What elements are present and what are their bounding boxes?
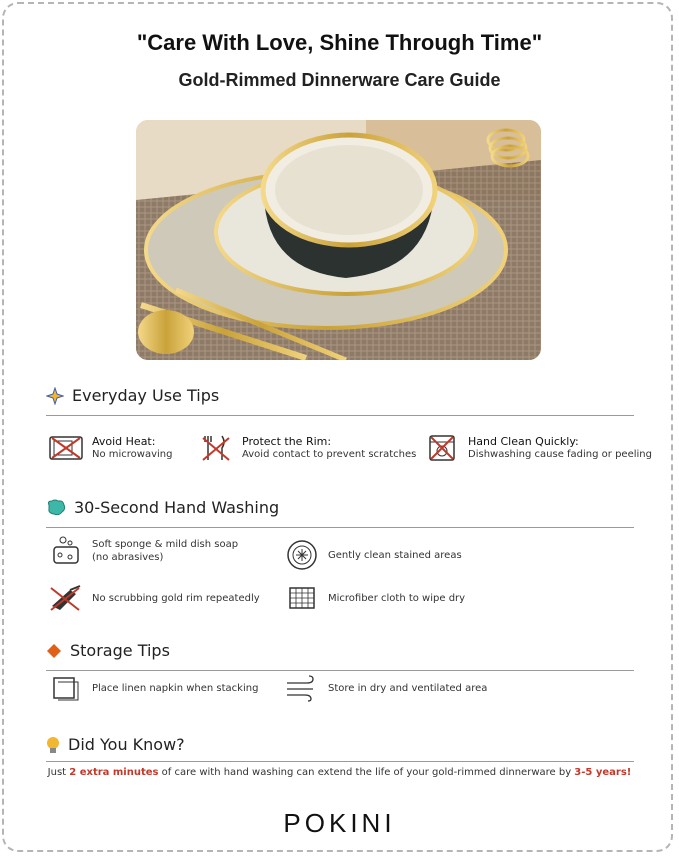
cutlery-crossed-icon bbox=[198, 434, 234, 462]
did-you-know-heading-label: Did You Know? bbox=[68, 735, 185, 754]
divider bbox=[46, 761, 634, 762]
tip-hand-clean bbox=[424, 434, 652, 462]
wash-step-dry bbox=[284, 584, 465, 612]
storage-line: Place linen napkin when stacking bbox=[92, 682, 259, 694]
tip-title: Protect the Rim: bbox=[242, 435, 332, 448]
page-subtitle: Gold-Rimmed Dinnerware Care Guide bbox=[178, 70, 501, 90]
sparkle-icon bbox=[46, 387, 64, 405]
everyday-heading-label: Everyday Use Tips bbox=[72, 386, 220, 405]
fact-highlight-years: 3-5 years! bbox=[574, 767, 632, 778]
did-you-know-heading bbox=[46, 735, 185, 754]
storage-line: Store in dry and ventilated area bbox=[328, 682, 488, 694]
cloth-grid-icon bbox=[284, 584, 320, 612]
tip-avoid-heat bbox=[48, 434, 173, 462]
fact-text: Just bbox=[47, 767, 70, 778]
wash-step-line: Soft sponge & mild dish soap bbox=[92, 539, 239, 550]
storage-napkin bbox=[48, 674, 258, 702]
circle-sparkle-icon bbox=[284, 539, 320, 571]
wash-step-line: (no abrasives) bbox=[92, 552, 164, 563]
dishwasher-crossed-icon bbox=[424, 434, 460, 462]
tip-title: Avoid Heat: bbox=[92, 435, 156, 448]
tip-desc: Dishwashing cause fading or peeling bbox=[468, 449, 652, 460]
brush-crossed-icon bbox=[48, 584, 84, 612]
microwave-crossed-icon bbox=[48, 434, 84, 462]
divider bbox=[46, 670, 634, 671]
page-title: "Care With Love, Shine Through Time" bbox=[136, 30, 543, 55]
brand-logo: POKINI bbox=[283, 808, 396, 838]
diamond-icon bbox=[46, 643, 62, 659]
soap-bubbles-icon bbox=[48, 535, 84, 567]
divider bbox=[46, 415, 634, 416]
wash-step-sponge bbox=[48, 535, 238, 567]
did-you-know-text bbox=[0, 767, 679, 778]
wash-step-gentle bbox=[284, 539, 462, 571]
wind-icon bbox=[284, 674, 320, 702]
tip-desc: No microwaving bbox=[92, 449, 173, 460]
wash-step-line: No scrubbing gold rim repeatedly bbox=[92, 592, 260, 604]
everyday-heading bbox=[46, 386, 219, 405]
storage-ventilated bbox=[284, 674, 487, 702]
sponge-icon bbox=[46, 499, 66, 517]
tip-protect-rim bbox=[198, 434, 416, 462]
storage-heading-label: Storage Tips bbox=[70, 641, 170, 660]
divider bbox=[46, 527, 634, 528]
wash-step-no-scrub bbox=[48, 584, 260, 612]
tip-title: Hand Clean Quickly: bbox=[468, 435, 579, 448]
fact-highlight-minutes: 2 extra minutes bbox=[69, 767, 159, 778]
wash-step-line: Gently clean stained areas bbox=[328, 549, 462, 561]
dinnerware-photo bbox=[136, 120, 541, 360]
tip-desc: Avoid contact to prevent scratches bbox=[242, 449, 417, 460]
fact-text: of care with hand washing can extend the life of your gold-rimmed dinnerware by bbox=[158, 767, 575, 778]
wash-step-line: Microfiber cloth to wipe dry bbox=[328, 592, 466, 604]
washing-heading bbox=[46, 498, 279, 517]
napkin-icon bbox=[48, 674, 84, 702]
storage-heading bbox=[46, 641, 170, 660]
lightbulb-icon bbox=[46, 736, 60, 754]
washing-heading-label: 30-Second Hand Washing bbox=[74, 498, 280, 517]
